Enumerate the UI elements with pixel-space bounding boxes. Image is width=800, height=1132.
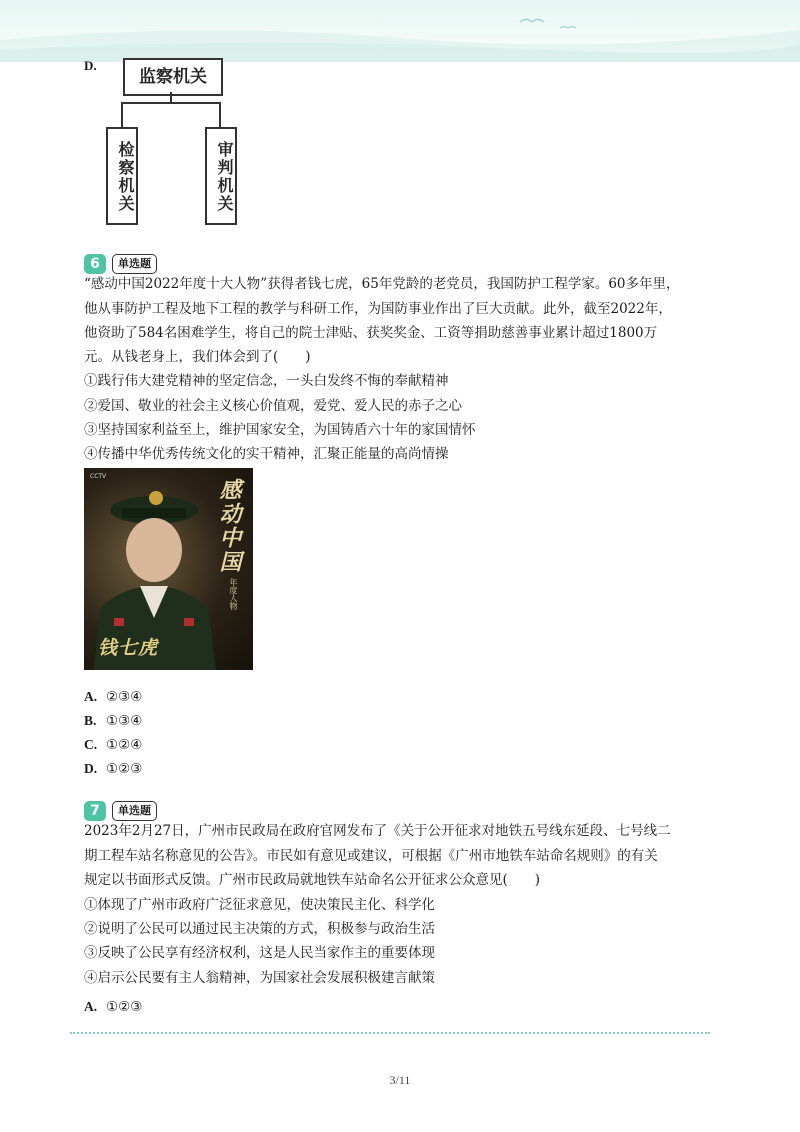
statement-item: ①践行伟大建党精神的坚定信念，一头白发终不悔的奉献精神 — [84, 373, 449, 389]
question-number-badge: 7 — [84, 801, 106, 821]
statement-item: ③坚持国家利益至上，维护国家安全，为国铸盾六十年的家国情怀 — [84, 422, 476, 438]
option-a[interactable]: A. ②③④ — [84, 689, 143, 705]
chart-top-box: 监察机关 — [123, 58, 223, 96]
question-type-tag: 单选题 — [112, 801, 157, 821]
question-stem-line: “感动中国2022年度十大人物”获得者钱七虎，65年党龄的老党员，我国防护工程学家。60多年里， — [84, 276, 680, 292]
option-c[interactable]: C. ①②④ — [84, 737, 143, 753]
chart-connector — [121, 102, 123, 127]
chart-left-box: 检察机关 — [106, 127, 138, 225]
question-stem-line: 2023年2月27日，广州市民政局在政府官网发布了《关于公开征求对地铁五号线东延段、七号线二 — [84, 823, 671, 839]
statement-item: ④传播中华优秀传统文化的实干精神，汇聚正能量的高尚情操 — [84, 446, 449, 462]
statement-item: ③反映了公民享有经济权利，这是人民当家作主的重要体现 — [84, 945, 435, 961]
header-decoration — [0, 0, 800, 62]
photo-title: 感动中国 — [216, 478, 242, 574]
statement-item: ②爱国、敬业的社会主义核心价值观，爱党、爱人民的赤子之心 — [84, 398, 462, 414]
portrait-image — [84, 468, 253, 670]
statement-item: ②说明了公民可以通过民主决策的方式，积极参与政治生活 — [84, 921, 435, 937]
statement-item: ①体现了广州市政府广泛征求意见，使决策民主化、科学化 — [84, 897, 435, 913]
question-stem-line: 他从事防护工程及地下工程的教学与科研工作，为国防事业作出了巨大贡献。此外，截至2022年， — [84, 301, 672, 317]
question-number-badge: 6 — [84, 254, 106, 274]
statement-item: ④启示公民要有主人翁精神，为国家社会发展积极建言献策 — [84, 970, 435, 986]
photo-subtitle: 年度人物 — [229, 578, 238, 610]
page-number: 3/11 — [389, 1073, 411, 1087]
question-stem-line: 他资助了584名困难学生，将自己的院士津贴、获奖奖金、工资等捐助慈善事业累计超过1800万 — [84, 325, 658, 341]
section-divider — [70, 1032, 710, 1034]
question-stem-line: 期工程车站名称意见的公告》。市民如有意见或建议，可根据《广州市地铁车站命名规则》的有关 — [84, 848, 658, 864]
wave-decoration-icon — [0, 0, 800, 62]
question-type-tag: 单选题 — [112, 254, 157, 274]
photo-name: 钱七虎 — [98, 637, 159, 659]
option-a[interactable]: A. ①②③ — [84, 999, 143, 1015]
option-d-label[interactable]: D. — [84, 58, 97, 73]
chart-connector — [219, 102, 221, 127]
option-d[interactable]: D. ①②③ — [84, 761, 143, 777]
question-stem-line: 元。从钱老身上，我们体会到了( ) — [84, 349, 311, 365]
question-stem-line: 规定以书面形式反馈。广州市民政局就地铁车站命名公开征求公众意见( ) — [84, 872, 541, 888]
option-b[interactable]: B. ①③④ — [84, 713, 143, 729]
chart-right-box: 审判机关 — [205, 127, 237, 225]
broadcaster-logo: CCTV — [90, 473, 107, 480]
chart-connector — [121, 102, 221, 104]
